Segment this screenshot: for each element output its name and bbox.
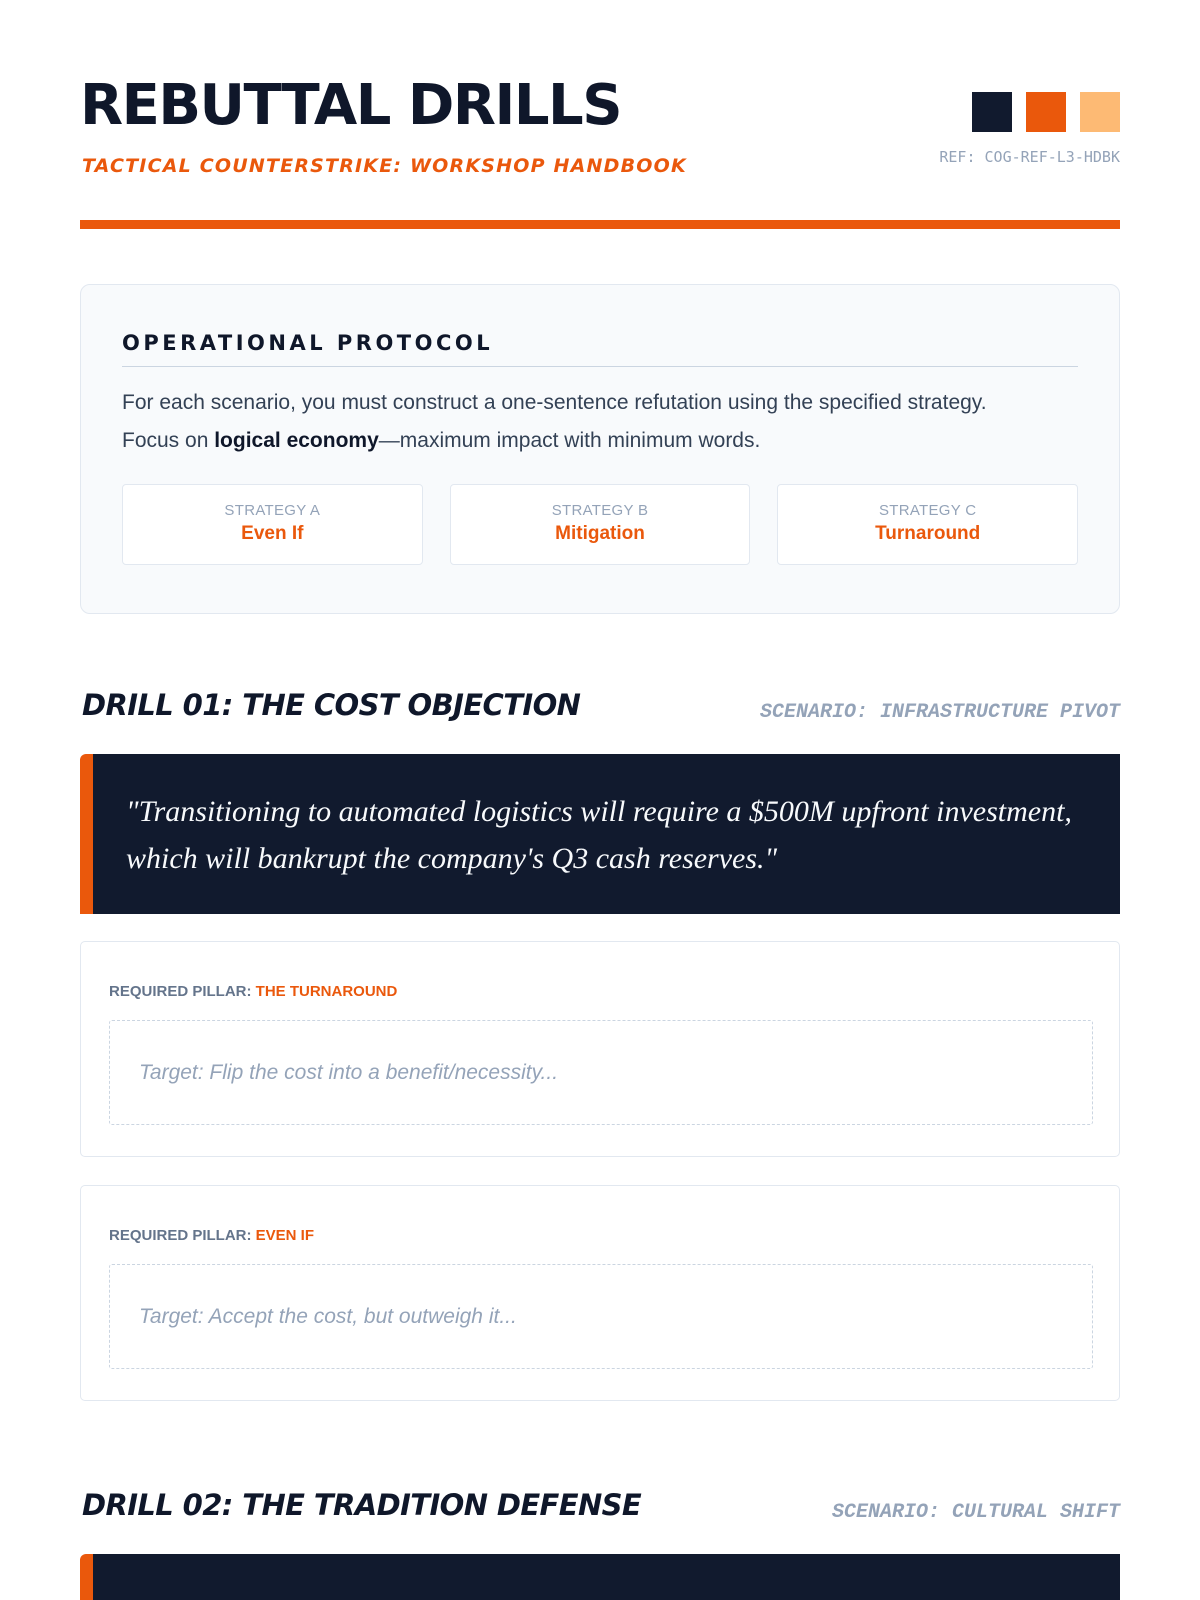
protocol-line-1: For each scenario, you must construct a one-sentence refutation using the specified strategy. [122, 391, 987, 414]
drill-title: DRILL 01: THE COST OBJECTION [82, 688, 581, 722]
drill-title: DRILL 02: THE TRADITION DEFENSE [82, 1488, 642, 1522]
protocol-title: OPERATIONAL PROTOCOL [122, 331, 1078, 367]
rebuttal-input[interactable]: Target: Accept the cost, but outweigh it... [109, 1264, 1093, 1369]
pillar-label [109, 983, 1091, 1000]
swatch-orange [1026, 92, 1066, 132]
protocol-line-2-pre: Focus on [122, 429, 215, 452]
page-title: REBUTTAL DRILLS [80, 73, 622, 138]
pillar-prefix: REQUIRED PILLAR: [109, 1227, 256, 1244]
strategy-code: STRATEGY B [551, 502, 649, 519]
protocol-instructions [122, 384, 1078, 460]
drill-scenario: SCENARIO: CULTURAL SHIFT [831, 1501, 1120, 1524]
strategy-code: STRATEGY A [224, 502, 321, 519]
strategy-code: STRATEGY C [878, 502, 977, 519]
pillar-value: THE TURNAROUND [255, 983, 398, 1000]
header-divider [80, 220, 1120, 229]
page-subtitle: TACTICAL COUNTERSTRIKE: WORKSHOP HANDBOOK [82, 155, 687, 177]
pillar-value: EVEN IF [255, 1227, 315, 1244]
strategy-name: Turnaround [875, 523, 981, 544]
protocol-card [80, 284, 1120, 614]
drill-01-quote [80, 754, 1120, 914]
strategy-card-a [122, 484, 423, 565]
strategy-card-b [450, 484, 751, 565]
protocol-emphasis: logical economy [214, 429, 379, 452]
strategy-card-c [777, 484, 1078, 565]
quote-text: "Transitioning to automated logistics will require a $500M upfront investment, which will bankrupt the company's Q3 cash reserves." [126, 795, 1072, 875]
swatch-peach [1080, 92, 1120, 132]
pillar-prefix: REQUIRED PILLAR: [109, 983, 256, 1000]
protocol-line-2-post: —maximum impact with minimum words. [378, 429, 761, 452]
swatch-navy [972, 92, 1012, 132]
reference-code: REF: COG-REF-L3-HDBK [939, 148, 1120, 166]
rebuttal-input[interactable]: Target: Flip the cost into a benefit/necessity... [109, 1020, 1093, 1125]
handbook-page [80, 0, 1120, 1524]
drill-02-heading [80, 1488, 1120, 1528]
drill-02-quote [80, 1554, 1120, 1600]
drill-01-heading [80, 688, 1120, 728]
strategy-name: Mitigation [555, 523, 645, 544]
drill-01-answer-even-if [80, 1185, 1120, 1401]
drill-scenario: SCENARIO: INFRASTRUCTURE PIVOT [759, 701, 1120, 724]
color-swatches [972, 92, 1120, 132]
drill-01-answer-turnaround [80, 941, 1120, 1157]
strategy-list [122, 484, 1078, 565]
page-header [80, 0, 1120, 230]
strategy-name: Even If [241, 523, 304, 544]
pillar-label [109, 1227, 1091, 1244]
